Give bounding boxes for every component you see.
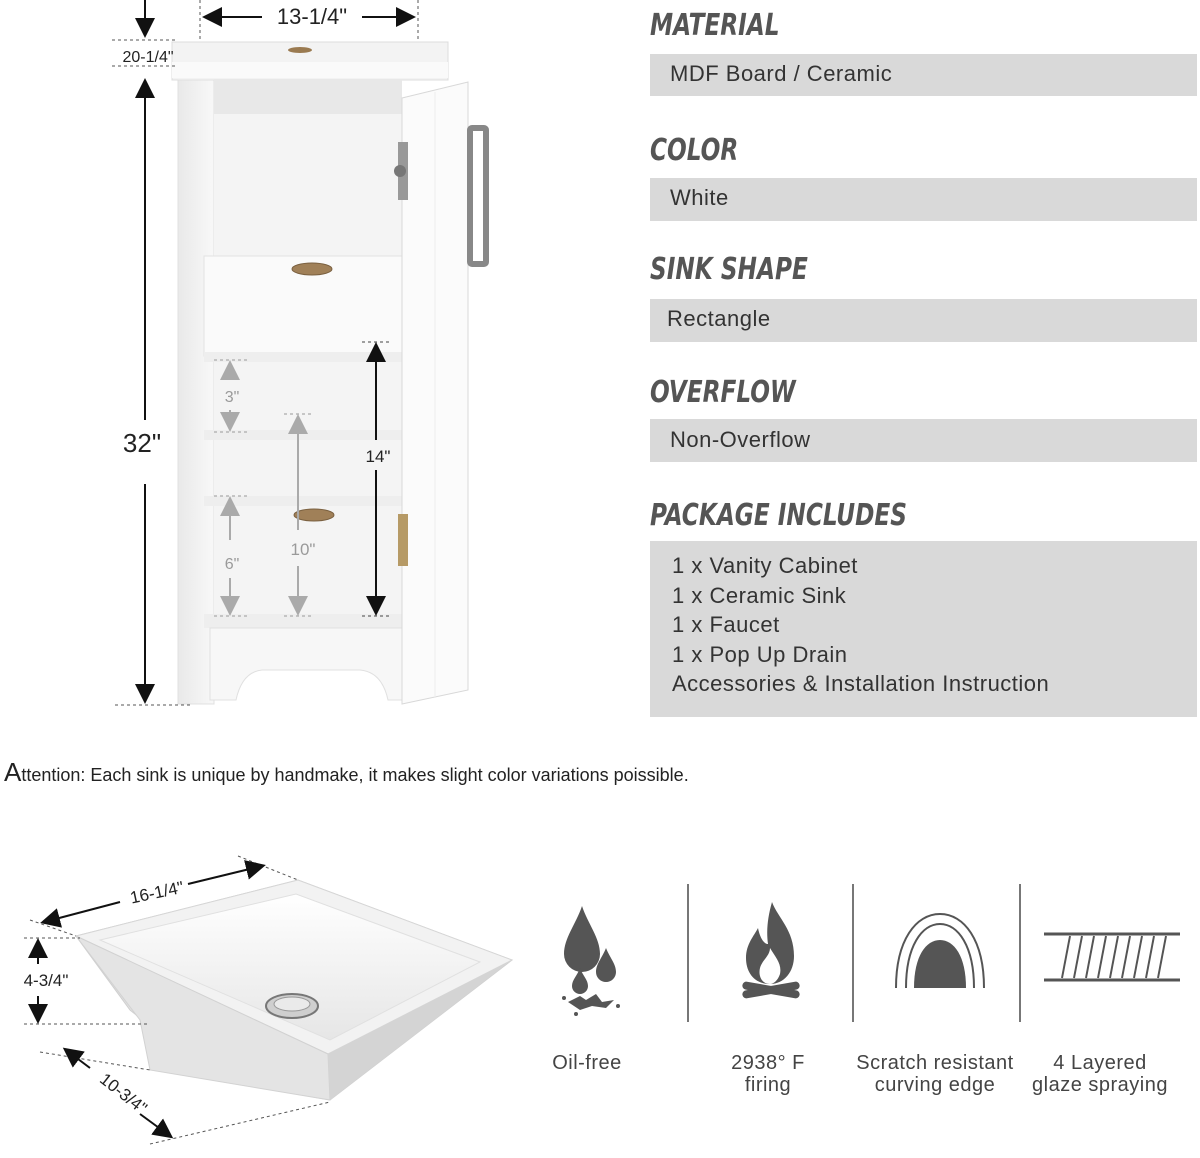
feature-label-line: 4 Layered — [1053, 1052, 1147, 1074]
depth-dimension — [112, 0, 178, 66]
cabinet-illustration — [0, 0, 640, 730]
sink-length-label: 16-1/4" — [128, 877, 186, 908]
sink-shape-value: Rectangle — [650, 299, 1197, 342]
oil-free-icon — [556, 902, 626, 1017]
package-item: 1 x Ceramic Sink — [672, 582, 847, 608]
package-item: 1 x Faucet — [672, 612, 780, 637]
package-item: 1 x Vanity Cabinet — [672, 553, 858, 578]
feature-label-oil-free — [487, 1052, 687, 1074]
sink-width-label: 10-3/4" — [96, 1069, 151, 1118]
depth-dimension-label: 20-1/4" — [122, 49, 174, 66]
feature-label-line: curving edge — [874, 1074, 996, 1096]
attention-initial: A — [4, 757, 22, 787]
overflow-heading: OVERFLOW — [650, 375, 796, 410]
color-heading: COLOR — [650, 133, 739, 168]
height-dimension-label: 32" — [122, 428, 162, 458]
package-item: 1 x Pop Up Drain — [672, 641, 848, 667]
sink-shape-heading: SINK SHAPE — [650, 252, 808, 287]
curving-edge-icon — [892, 910, 988, 990]
feature-label-line: firing — [744, 1074, 792, 1096]
sink-illustration — [0, 840, 540, 1158]
package-list — [672, 551, 1197, 699]
inner-height-label: 14" — [365, 447, 391, 466]
cabinet-body — [172, 42, 486, 704]
package-item: Accessories & Installation Instruction — [672, 671, 1050, 696]
glaze-layers-icon — [1042, 930, 1182, 984]
package-heading: PACKAGE INCLUDES — [650, 498, 907, 533]
attention-text: ttention: Each sink is unique by handmake, it makes slight color variations poissible. — [21, 765, 689, 785]
feature-label-line: Scratch resistant — [856, 1052, 1014, 1074]
material-heading: MATERIAL — [650, 8, 780, 43]
feature-divider — [852, 884, 854, 1022]
feature-label-glaze — [1000, 1052, 1200, 1096]
feature-label-line: glaze spraying — [1032, 1074, 1168, 1096]
feature-label-line: Oil-free — [552, 1052, 622, 1074]
feature-divider — [687, 884, 689, 1022]
feature-label-line: 2938° F — [731, 1052, 805, 1074]
attention-note — [4, 757, 689, 788]
sink-height-label: 4-3/4" — [23, 971, 69, 990]
width-dimension-label: 13-1/4" — [276, 4, 348, 29]
sink-body — [76, 877, 512, 1100]
feature-divider — [1019, 884, 1021, 1022]
material-value: MDF Board / Ceramic — [650, 54, 1197, 96]
shelf-gap-upper-label: 3" — [224, 389, 240, 406]
firing-icon — [738, 900, 804, 1006]
overflow-value: Non-Overflow — [650, 419, 1197, 462]
color-value: White — [650, 178, 1197, 221]
lower-opening-label: 10" — [290, 540, 316, 559]
package-list-box — [650, 541, 1197, 717]
width-dimension — [200, 0, 418, 40]
shelf-gap-lower-label: 6" — [224, 556, 240, 573]
